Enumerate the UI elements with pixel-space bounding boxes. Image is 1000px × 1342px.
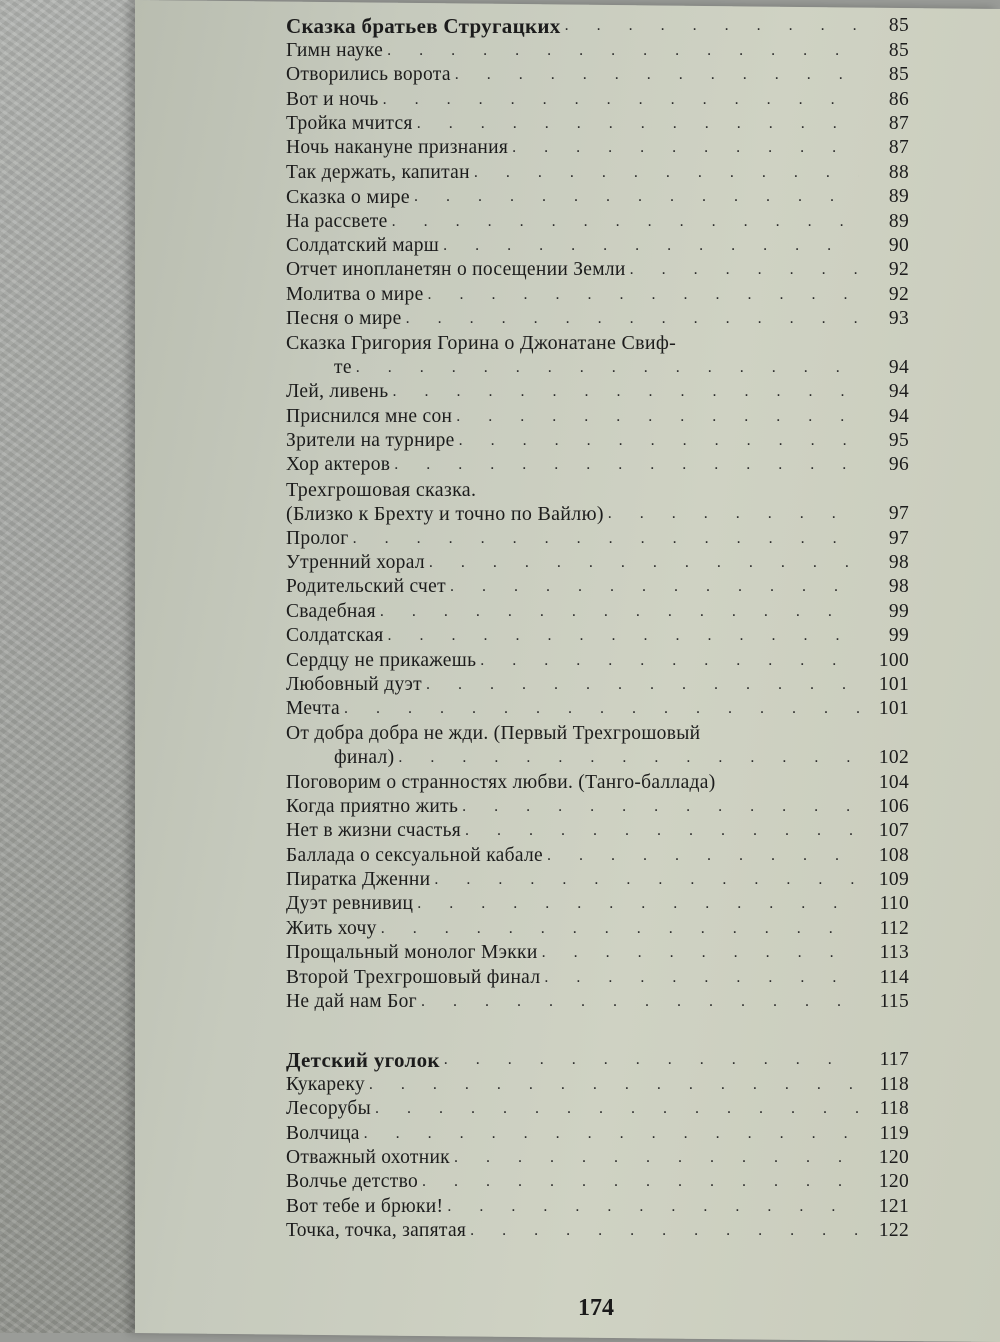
toc-entry — [286, 429, 909, 453]
toc-entry-title: Гимн науке — [286, 39, 384, 61]
toc-entry-page: 104 — [878, 771, 909, 793]
toc-entry — [286, 721, 909, 745]
toc-entry-title: Точка, точка, запятая — [286, 1220, 467, 1242]
dot-leader — [547, 844, 859, 868]
toc-entry-title: Родительский счет — [286, 576, 446, 598]
toc-entry-page: 89 — [888, 210, 909, 232]
toc-entry — [286, 1194, 909, 1218]
dot-leader — [381, 917, 859, 941]
dot-leader — [383, 88, 859, 112]
toc-entry — [286, 331, 909, 355]
toc-entry — [286, 1121, 909, 1145]
toc-entry — [286, 185, 909, 209]
dot-leader — [462, 795, 859, 819]
toc-entry-page: 110 — [879, 893, 909, 915]
dot-leader — [455, 63, 859, 87]
dot-leader — [542, 941, 859, 965]
dot-leader — [422, 1170, 859, 1194]
toc-entry — [286, 843, 909, 867]
dot-leader — [512, 136, 859, 160]
toc-entry — [286, 648, 909, 672]
toc-entry — [286, 380, 909, 404]
dot-leader — [369, 1073, 859, 1097]
toc-entry-title: Сердцу не прикажешь — [286, 649, 477, 671]
toc-entry — [286, 770, 909, 794]
toc-entry — [286, 746, 909, 770]
dot-leader — [474, 161, 859, 185]
toc-entry-title: Жить хочу — [286, 917, 377, 939]
toc-entry-title: Второй Трехгрошовый финал — [286, 966, 541, 988]
toc-entry-title: Хор актеров — [286, 454, 391, 476]
toc-entry-title: Пролог — [286, 527, 349, 549]
dot-leader — [447, 1195, 859, 1219]
toc-entry-page: 92 — [888, 283, 909, 305]
toc-entry-page: 100 — [878, 649, 909, 671]
dot-leader — [375, 1097, 859, 1121]
toc-entry-title: Песня о мире — [286, 308, 402, 330]
dot-leader — [443, 234, 859, 258]
toc-entry — [286, 87, 909, 111]
toc-entry — [286, 575, 909, 599]
toc-entry-title: Зрители на турнире — [286, 430, 455, 452]
toc-entry-title: Не дай нам Бог — [286, 991, 417, 1013]
dot-leader — [364, 1122, 859, 1146]
toc-entry-title: Сказка о мире — [286, 186, 410, 209]
toc-entry-page: 85 — [888, 15, 909, 37]
toc-entry-page: 88 — [888, 161, 909, 183]
dot-leader — [398, 746, 859, 770]
toc-entry — [286, 355, 909, 379]
toc-entry — [286, 1146, 909, 1170]
toc-entry-title: На рассвете — [286, 210, 388, 232]
toc-entry-page: 120 — [878, 1146, 909, 1168]
toc-entry-page: 98 — [888, 551, 909, 573]
toc-entry-page: 87 — [888, 112, 909, 134]
toc-entry-title: Приснился мне сон — [286, 405, 453, 427]
toc-entry-title: Волчье детство — [286, 1171, 418, 1193]
toc-entry-title: Пиратка Дженни — [286, 869, 431, 891]
toc-entry-page: 106 — [878, 795, 909, 817]
toc-entry-page: 118 — [879, 1098, 909, 1120]
toc-entry-page: 122 — [878, 1220, 909, 1242]
toc-entry-title: Молитва о мире — [286, 283, 424, 305]
dot-leader — [392, 380, 859, 404]
toc-entry-title: Лесорубы — [286, 1098, 372, 1120]
toc-entry-title: Отважный охотник — [286, 1146, 450, 1168]
dot-leader — [356, 356, 859, 380]
toc-entry — [286, 990, 909, 1014]
toc-entry-page: 89 — [888, 186, 909, 208]
dot-leader — [414, 185, 859, 209]
toc-entry-title: Трехгрошовая сказка. — [286, 478, 477, 501]
toc-entry-title: Сказка братьев Стругацких — [286, 14, 561, 39]
toc-entry — [286, 234, 909, 258]
dot-leader — [630, 258, 859, 282]
toc-entry-title: финал) — [334, 747, 395, 769]
toc-entry-title: Тройка мчится — [286, 112, 413, 134]
dot-leader — [353, 527, 859, 551]
toc-entry — [286, 136, 909, 160]
toc-entry — [286, 551, 909, 575]
toc-entry-title: Сказка Григория Горина о Джонатане Свиф- — [286, 332, 677, 355]
toc-entry-page: 113 — [879, 942, 909, 964]
toc-entry-title: Ночь накануне признания — [286, 137, 509, 159]
dot-leader — [380, 600, 859, 624]
toc-entry — [286, 477, 909, 501]
toc-entry-page: 114 — [879, 966, 909, 988]
toc-entry — [286, 1097, 909, 1121]
toc-entry — [286, 307, 909, 331]
toc-entry-title: Лей, ливень — [286, 381, 389, 403]
toc-entry — [286, 916, 909, 940]
toc-entry-title: Дуэт ревнивиц — [286, 893, 414, 915]
toc-entry-page: 108 — [878, 844, 909, 866]
toc-entry-page: 94 — [888, 356, 909, 378]
toc-entry-page: 101 — [878, 698, 909, 720]
toc-entry — [286, 868, 909, 892]
toc-entry-page: 102 — [878, 747, 909, 769]
toc-entry-title: От добра добра не жди. (Первый Трехгрошовый — [286, 722, 701, 744]
toc-entry-title: Вот тебе и брюки! — [286, 1195, 444, 1217]
dot-leader — [388, 624, 859, 648]
toc-entry — [286, 282, 909, 306]
toc-entry-title: (Близко к Брехту и точно по Вайлю) — [286, 503, 604, 526]
toc-entry — [286, 526, 909, 550]
toc-entry — [286, 1048, 909, 1072]
toc-entry-title: Мечта — [286, 698, 340, 720]
toc-entry-title: Кукареку — [286, 1073, 365, 1095]
dot-leader — [456, 405, 859, 429]
toc-entry-page: 95 — [888, 430, 909, 452]
toc-entry-title: Детский уголок — [286, 1048, 440, 1073]
toc-entry-title: те — [334, 356, 352, 378]
toc-entry-page: 87 — [888, 137, 909, 159]
toc-entry-page: 85 — [888, 39, 909, 61]
toc-entry — [286, 404, 909, 428]
toc-entry — [286, 63, 909, 87]
toc-entry-page: 97 — [888, 503, 909, 525]
dot-leader — [465, 819, 859, 843]
toc-entry-title: Утренний хорал — [286, 551, 425, 573]
toc-entry — [286, 819, 909, 843]
toc-entry-page: 92 — [888, 259, 909, 281]
toc-entry-title: Так держать, капитан — [286, 161, 470, 183]
toc-entry-title: Любовный дуэт — [286, 673, 422, 695]
dot-leader — [608, 502, 859, 526]
toc-entry — [286, 941, 909, 965]
toc-entry-page: 93 — [888, 308, 909, 330]
toc-entry-title: Нет в жизни счастья — [286, 820, 462, 842]
dot-leader — [426, 673, 859, 697]
toc-entry-page: 115 — [879, 991, 909, 1013]
toc-entry — [286, 1170, 909, 1194]
dot-leader — [428, 283, 859, 307]
toc-entry-title: Солдатский марш — [286, 234, 440, 256]
dot-leader — [429, 551, 859, 575]
dot-leader — [459, 429, 859, 453]
dot-leader — [387, 39, 859, 63]
dot-leader — [454, 1146, 859, 1170]
toc-entry-page: 94 — [888, 405, 909, 427]
toc-entry — [286, 258, 909, 282]
toc-entry — [286, 112, 909, 136]
toc-entry-title: Свадебная — [286, 600, 376, 622]
toc-entry-page: 109 — [878, 869, 909, 891]
toc-entry-page: 120 — [878, 1171, 909, 1193]
toc-entry — [286, 599, 909, 623]
toc-entry-title: Отворились ворота — [286, 64, 451, 86]
page-number: 174 — [578, 1295, 614, 1321]
toc-entry-page: 96 — [888, 454, 909, 476]
dot-leader — [565, 14, 859, 38]
toc-entry-page: 119 — [879, 1122, 909, 1144]
toc-entry — [286, 965, 909, 989]
dot-leader — [444, 1048, 859, 1072]
dot-leader — [450, 575, 859, 599]
toc-entry — [286, 1072, 909, 1096]
toc-entry-page: 85 — [888, 64, 909, 86]
toc-entry-page: 117 — [879, 1049, 909, 1071]
toc-entry — [286, 453, 909, 477]
toc-entry — [286, 14, 909, 38]
toc-entry-page: 121 — [878, 1195, 909, 1217]
dot-leader — [417, 112, 859, 136]
toc-entry — [286, 624, 909, 648]
toc-entry-page: 118 — [879, 1073, 909, 1095]
toc-entry-title: Баллада о сексуальной кабале — [286, 844, 543, 866]
toc-entry-page: 107 — [878, 820, 909, 842]
toc-entry-title: Поговорим о странностях любви. (Танго-баллада) — [286, 771, 716, 793]
dot-leader — [392, 210, 859, 234]
toc-entry-title: Волчица — [286, 1122, 360, 1144]
dot-leader — [394, 453, 859, 477]
toc-entry-title: Солдатская — [286, 625, 384, 647]
toc-entry — [286, 1219, 909, 1243]
toc-entry — [286, 160, 909, 184]
toc-entry — [286, 795, 909, 819]
dot-leader — [434, 868, 859, 892]
toc-entry-title: Прощальный монолог Мэкки — [286, 942, 538, 964]
dot-leader — [421, 990, 859, 1014]
toc-entry — [286, 38, 909, 62]
toc-entry — [286, 892, 909, 916]
toc-entry-title: Отчет инопланетян о посещении Земли — [286, 259, 626, 281]
dot-leader — [544, 966, 859, 990]
toc-entry-page: 99 — [888, 600, 909, 622]
dot-leader — [344, 697, 859, 721]
dot-leader — [470, 1219, 859, 1243]
toc-entry-page: 98 — [888, 576, 909, 598]
toc-entry-title: Вот и ночь — [286, 88, 379, 110]
toc-entry — [286, 209, 909, 233]
dot-leader — [406, 307, 859, 331]
toc-entry-page: 86 — [888, 88, 909, 110]
toc-entry-page: 112 — [879, 917, 909, 939]
toc-entry — [286, 697, 909, 721]
toc-entry-title: Когда приятно жить — [286, 795, 459, 817]
toc-entry-page: 97 — [888, 527, 909, 549]
toc-entry — [286, 502, 909, 526]
toc-entry-page: 94 — [888, 381, 909, 403]
toc-entry-page: 99 — [888, 625, 909, 647]
background-cloth — [0, 0, 150, 1333]
dot-leader — [480, 649, 859, 673]
table-of-contents — [286, 14, 909, 1243]
dot-leader — [417, 892, 859, 916]
toc-entry-page: 101 — [878, 673, 909, 695]
toc-entry — [286, 673, 909, 697]
toc-entry-page: 90 — [888, 234, 909, 256]
section-gap — [286, 1014, 909, 1048]
